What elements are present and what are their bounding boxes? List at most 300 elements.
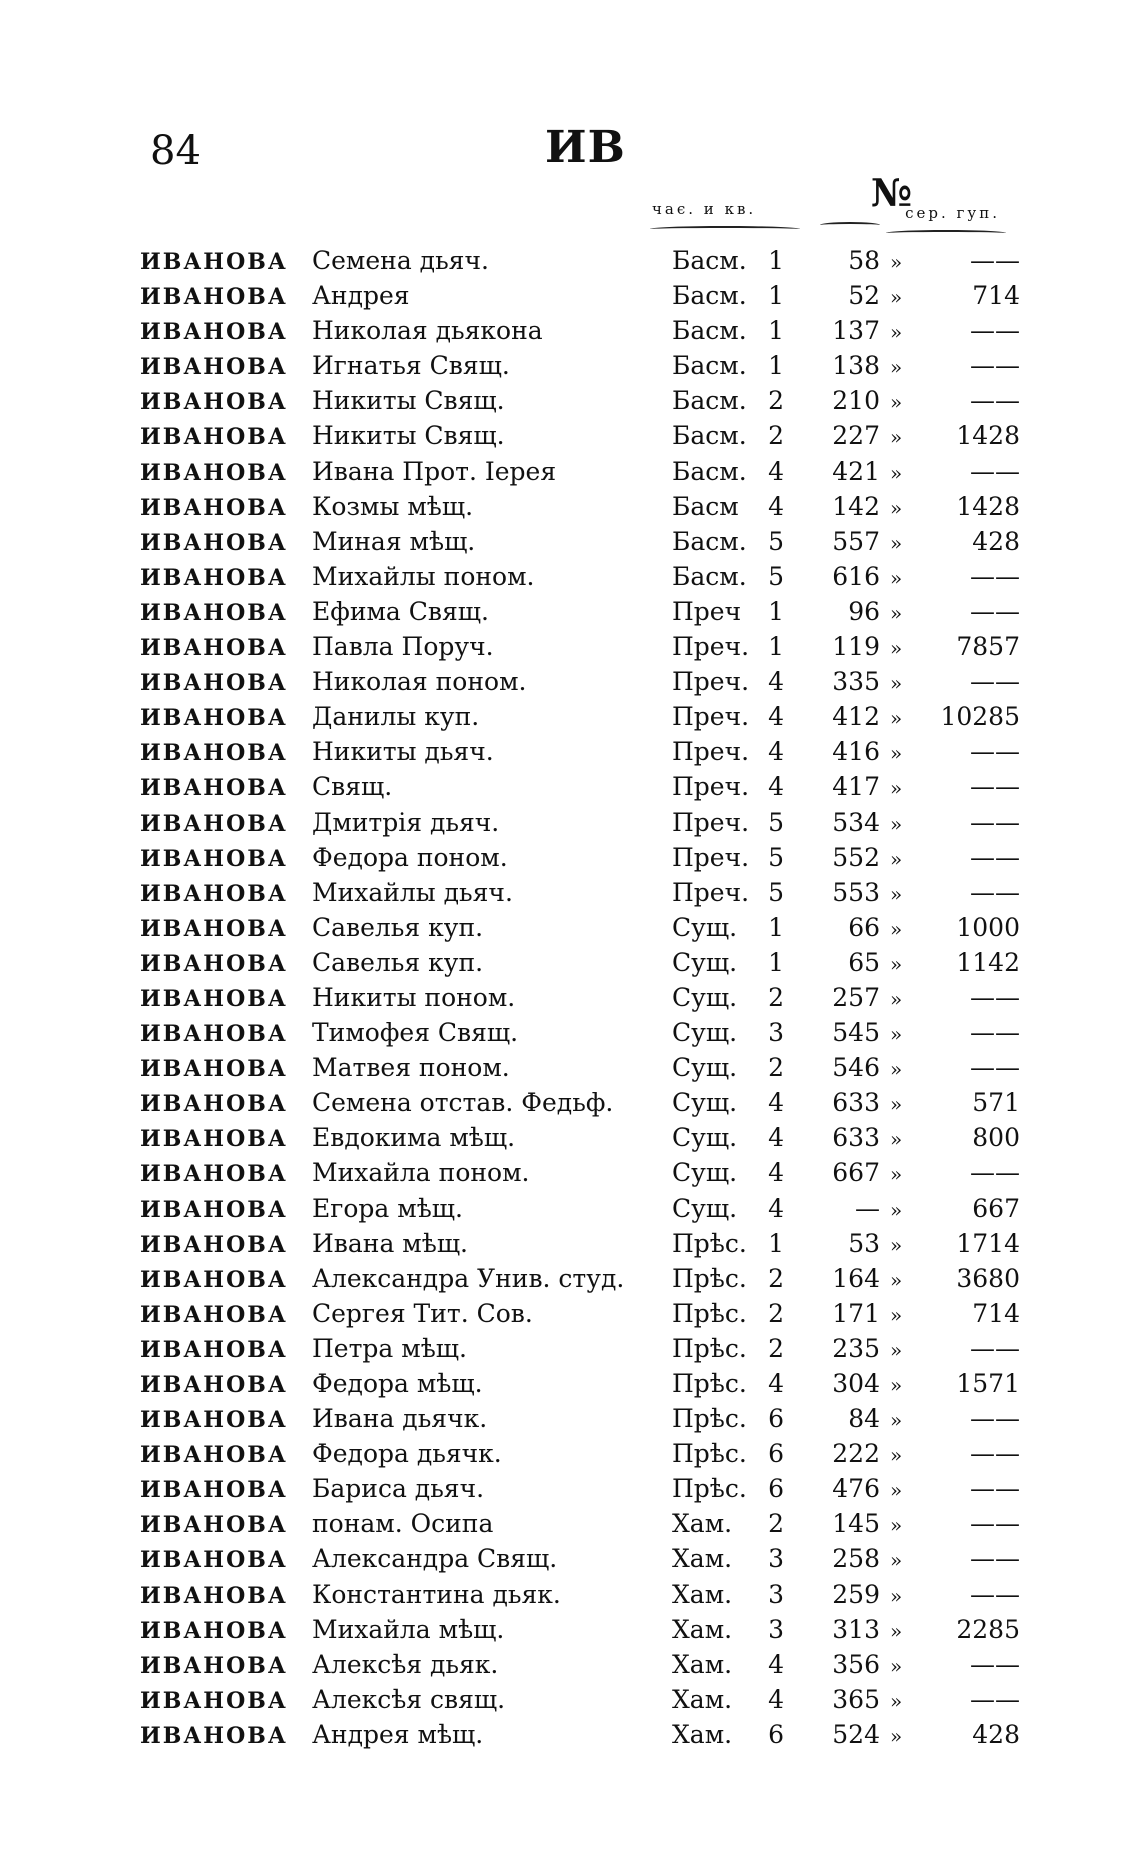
guillemet-mark-icon: » bbox=[890, 1478, 903, 1503]
column-head-rule bbox=[820, 222, 880, 228]
entry-district-number: 4 bbox=[768, 1123, 784, 1153]
entry-district: Прѣс. bbox=[672, 1298, 747, 1328]
entry-row bbox=[140, 595, 1020, 630]
entry-row bbox=[140, 525, 1020, 560]
entry-house-number: 524 bbox=[832, 1719, 880, 1749]
entry-row bbox=[140, 1578, 1020, 1613]
entry-district-number: 1 bbox=[768, 632, 784, 662]
entry-district-number: 4 bbox=[768, 1684, 784, 1714]
entry-name: Никиты Свящ. bbox=[312, 421, 505, 451]
entry-house-number: 304 bbox=[832, 1369, 880, 1398]
entry-row bbox=[140, 419, 1020, 454]
entry-district-number: 4 bbox=[768, 667, 784, 697]
entry-serg-value: 571 bbox=[972, 1088, 1020, 1118]
entry-serg-value: —— bbox=[970, 1333, 1020, 1363]
entry-district-number: 1 bbox=[768, 912, 784, 942]
entry-district-number: 6 bbox=[768, 1474, 784, 1504]
entry-surname: ИВАНОВА bbox=[140, 1091, 288, 1118]
entry-row bbox=[140, 1542, 1020, 1577]
entry-row bbox=[140, 1121, 1020, 1156]
entry-row bbox=[140, 1086, 1020, 1121]
entry-name: Савелья куп. bbox=[312, 912, 484, 942]
entry-row bbox=[140, 490, 1020, 525]
entry-district: Басм. bbox=[672, 316, 747, 346]
entry-serg-value: 714 bbox=[972, 1298, 1020, 1328]
entry-name: Сергея Тит. Сов. bbox=[312, 1298, 533, 1328]
column-head-rule bbox=[886, 230, 1006, 236]
entry-district: Прѣс. bbox=[672, 1474, 747, 1504]
entry-row bbox=[140, 630, 1020, 665]
entry-serg-value: 667 bbox=[972, 1193, 1020, 1223]
entry-name: Ефима Свящ. bbox=[312, 596, 489, 626]
guillemet-mark-icon: » bbox=[890, 530, 903, 555]
entry-serg-value: —— bbox=[970, 1158, 1020, 1188]
entry-name: Петра мѣщ. bbox=[312, 1333, 467, 1363]
entry-district-number: 3 bbox=[768, 1544, 784, 1574]
entry-serg-value: —— bbox=[970, 561, 1020, 591]
entry-row bbox=[140, 876, 1020, 911]
entry-serg-value: 800 bbox=[972, 1123, 1020, 1153]
entry-name: Никиты дьяч. bbox=[312, 737, 494, 767]
entry-district-number: 1 bbox=[768, 596, 784, 626]
entry-surname: ИВАНОВА bbox=[140, 915, 288, 942]
entry-row bbox=[140, 1718, 1020, 1753]
entry-district: Прѣс. bbox=[672, 1404, 747, 1434]
guillemet-mark-icon: » bbox=[890, 846, 903, 871]
entry-house-number: 553 bbox=[832, 877, 880, 907]
entry-district-number: 4 bbox=[768, 1649, 784, 1679]
entry-serg-value: —— bbox=[970, 316, 1020, 346]
guillemet-mark-icon: » bbox=[890, 565, 903, 590]
entry-serg-value: 7857 bbox=[956, 632, 1020, 662]
entry-house-number: 365 bbox=[832, 1684, 880, 1714]
guillemet-mark-icon: » bbox=[890, 320, 903, 345]
entry-district: Преч. bbox=[672, 702, 750, 732]
entry-name: Михайлы поном. bbox=[312, 561, 535, 591]
entry-surname: ИВАНОВА bbox=[140, 319, 288, 346]
entry-surname: ИВАНОВА bbox=[140, 1301, 288, 1328]
entry-house-number: 546 bbox=[832, 1053, 880, 1083]
entry-district-number: 3 bbox=[768, 1018, 784, 1048]
entry-surname: ИВАНОВА bbox=[140, 424, 288, 451]
entry-district-number: 2 bbox=[768, 1333, 784, 1363]
entry-district: Басм. bbox=[672, 246, 747, 275]
entry-district-number: 4 bbox=[768, 1193, 784, 1223]
entry-district-number: 5 bbox=[768, 561, 784, 591]
entry-row bbox=[140, 1437, 1020, 1472]
guillemet-mark-icon: » bbox=[890, 1583, 903, 1608]
entry-district-number: 2 bbox=[768, 421, 784, 451]
guillemet-mark-icon: » bbox=[890, 1092, 903, 1117]
entry-row bbox=[140, 700, 1020, 735]
entry-surname: ИВАНОВА bbox=[140, 1582, 288, 1609]
entry-house-number: 210 bbox=[832, 386, 880, 416]
entry-district-number: 1 bbox=[768, 281, 784, 311]
entry-house-number: 259 bbox=[832, 1579, 880, 1609]
entry-serg-value: 428 bbox=[972, 1719, 1020, 1749]
entry-surname: ИВАНОВА bbox=[140, 354, 288, 381]
guillemet-mark-icon: » bbox=[890, 706, 903, 731]
entry-name: Андрея bbox=[312, 281, 410, 311]
entry-district: Сущ. bbox=[672, 912, 738, 942]
guillemet-mark-icon: » bbox=[890, 1197, 903, 1222]
entry-serg-value: —— bbox=[970, 1053, 1020, 1083]
guillemet-mark-icon: » bbox=[890, 1548, 903, 1573]
entry-district-number: 1 bbox=[768, 351, 784, 381]
guillemet-mark-icon: » bbox=[890, 1337, 903, 1362]
guillemet-mark-icon: » bbox=[890, 1267, 903, 1292]
entry-surname: ИВАНОВА bbox=[140, 775, 288, 802]
guillemet-mark-icon: » bbox=[890, 1513, 903, 1538]
entry-house-number: 335 bbox=[832, 667, 880, 697]
entry-district-number: 1 bbox=[768, 1228, 784, 1258]
entry-district: Хам. bbox=[672, 1649, 733, 1679]
entry-row bbox=[140, 455, 1020, 490]
entry-surname: ИВАНОВА bbox=[140, 459, 288, 486]
guillemet-mark-icon: » bbox=[890, 1688, 903, 1713]
entry-house-number: 171 bbox=[832, 1298, 880, 1328]
guillemet-mark-icon: » bbox=[890, 285, 903, 310]
entry-district: Хам. bbox=[672, 1719, 733, 1749]
entry-district: Преч. bbox=[672, 772, 750, 802]
entry-surname: ИВАНОВА bbox=[140, 1056, 288, 1083]
entry-district-number: 5 bbox=[768, 807, 784, 837]
entry-surname: ИВАНОВА bbox=[140, 1722, 288, 1749]
entry-name: Александра Унив. студ. bbox=[312, 1263, 625, 1293]
entry-surname: ИВАНОВА bbox=[140, 1266, 288, 1293]
entry-row bbox=[140, 1402, 1020, 1437]
entry-row bbox=[140, 1297, 1020, 1332]
entry-serg-value: 1571 bbox=[956, 1369, 1020, 1398]
entry-row bbox=[140, 1683, 1020, 1718]
guillemet-mark-icon: » bbox=[890, 460, 903, 485]
entry-district-number: 2 bbox=[768, 1509, 784, 1539]
entry-row bbox=[140, 806, 1020, 841]
entry-house-number: 257 bbox=[832, 982, 880, 1012]
entry-house-number: 545 bbox=[832, 1018, 880, 1048]
entry-district-number: 2 bbox=[768, 1298, 784, 1328]
entry-row bbox=[140, 770, 1020, 805]
guillemet-mark-icon: » bbox=[890, 425, 903, 450]
guillemet-mark-icon: » bbox=[890, 1723, 903, 1748]
entry-serg-value: 1428 bbox=[956, 491, 1020, 521]
entry-house-number: 52 bbox=[848, 281, 880, 311]
entry-house-number: 138 bbox=[832, 351, 880, 381]
entry-name: Федора дьячк. bbox=[312, 1439, 502, 1469]
entry-serg-value: —— bbox=[970, 386, 1020, 416]
entry-serg-value: 714 bbox=[972, 281, 1020, 311]
guillemet-mark-icon: » bbox=[890, 355, 903, 380]
entry-house-number: 164 bbox=[832, 1263, 880, 1293]
entry-surname: ИВАНОВА bbox=[140, 389, 288, 416]
running-head: ИВ bbox=[545, 122, 626, 173]
entry-row bbox=[140, 1367, 1020, 1402]
entry-house-number: 417 bbox=[832, 772, 880, 802]
entry-serg-value: —— bbox=[970, 1579, 1020, 1609]
entry-row bbox=[140, 349, 1020, 384]
guillemet-mark-icon: » bbox=[890, 390, 903, 415]
entry-name: Тимофея Свящ. bbox=[312, 1018, 519, 1048]
page-number: 84 bbox=[150, 128, 201, 174]
entry-name: Алексѣя дьяк. bbox=[312, 1649, 499, 1679]
guillemet-mark-icon: » bbox=[890, 1162, 903, 1187]
entry-list bbox=[140, 244, 1020, 1753]
entry-serg-value: —— bbox=[970, 877, 1020, 907]
guillemet-mark-icon: » bbox=[890, 1373, 903, 1397]
entry-surname: ИВАНОВА bbox=[140, 1407, 288, 1434]
entry-house-number: 258 bbox=[832, 1544, 880, 1574]
entry-house-number: 145 bbox=[832, 1509, 880, 1539]
entry-surname: ИВАНОВА bbox=[140, 1126, 288, 1153]
guillemet-mark-icon: » bbox=[890, 1232, 903, 1257]
guillemet-mark-icon: » bbox=[890, 250, 903, 274]
entry-house-number: 557 bbox=[832, 526, 880, 556]
entry-surname: ИВАНОВА bbox=[140, 705, 288, 732]
entry-serg-value: —— bbox=[970, 1404, 1020, 1434]
column-head-rule bbox=[650, 226, 800, 232]
entry-surname: ИВАНОВА bbox=[140, 635, 288, 662]
guillemet-mark-icon: » bbox=[890, 776, 903, 801]
entry-house-number: 119 bbox=[832, 632, 880, 662]
entry-district: Прѣс. bbox=[672, 1439, 747, 1469]
guillemet-mark-icon: » bbox=[890, 1302, 903, 1327]
guillemet-mark-icon: » bbox=[890, 1408, 903, 1433]
entry-surname: ИВАНОВА bbox=[140, 1231, 288, 1258]
entry-surname: ИВАНОВА bbox=[140, 810, 288, 837]
entry-row bbox=[140, 735, 1020, 770]
entry-district: Басм bbox=[672, 491, 739, 521]
entry-name: Александра Свящ. bbox=[312, 1544, 558, 1574]
entry-serg-value: —— bbox=[970, 1018, 1020, 1048]
entry-district: Преч. bbox=[672, 737, 750, 767]
entry-row bbox=[140, 560, 1020, 595]
entry-row bbox=[140, 1507, 1020, 1542]
guillemet-mark-icon: » bbox=[890, 986, 903, 1011]
guillemet-mark-icon: » bbox=[890, 1022, 903, 1047]
entry-serg-value: 1428 bbox=[956, 421, 1020, 451]
entry-name: Семена отстав. Федьф. bbox=[312, 1088, 614, 1118]
entry-serg-value: 3680 bbox=[956, 1263, 1020, 1293]
entry-serg-value: —— bbox=[970, 1439, 1020, 1469]
entry-row bbox=[140, 1613, 1020, 1648]
entry-district: Сущ. bbox=[672, 1123, 738, 1153]
entry-house-number: 227 bbox=[832, 421, 880, 451]
entry-surname: ИВАНОВА bbox=[140, 670, 288, 697]
entry-surname: ИВАНОВА bbox=[140, 1372, 288, 1398]
entry-house-number: — bbox=[855, 1193, 880, 1223]
entry-serg-value: —— bbox=[970, 1474, 1020, 1504]
entry-house-number: 416 bbox=[832, 737, 880, 767]
entry-district-number: 4 bbox=[768, 772, 784, 802]
entry-name: Миная мѣщ. bbox=[312, 526, 476, 556]
entry-district: Прѣс. bbox=[672, 1228, 747, 1258]
entry-district: Басм. bbox=[672, 421, 747, 451]
entry-name: Михайлы дьяч. bbox=[312, 877, 513, 907]
entry-row bbox=[140, 946, 1020, 981]
entry-district-number: 6 bbox=[768, 1439, 784, 1469]
entry-district-number: 6 bbox=[768, 1719, 784, 1749]
entry-surname: ИВАНОВА bbox=[140, 1021, 288, 1048]
entry-district-number: 5 bbox=[768, 842, 784, 872]
entry-district: Басм. bbox=[672, 281, 747, 311]
entry-row bbox=[140, 279, 1020, 314]
entry-district-number: 1 bbox=[768, 316, 784, 346]
entry-district-number: 4 bbox=[768, 702, 784, 732]
entry-district: Сущ. bbox=[672, 982, 738, 1012]
column-head-number: № bbox=[870, 170, 912, 215]
entry-row bbox=[140, 1192, 1020, 1227]
entry-district: Преч. bbox=[672, 842, 750, 872]
entry-house-number: 53 bbox=[848, 1228, 880, 1258]
entry-row bbox=[140, 665, 1020, 700]
entry-district: Сущ. bbox=[672, 1158, 738, 1188]
entry-house-number: 421 bbox=[832, 456, 880, 486]
entry-surname: ИВАНОВА bbox=[140, 494, 288, 521]
entry-surname: ИВАНОВА bbox=[140, 985, 288, 1012]
entry-house-number: 84 bbox=[848, 1404, 880, 1434]
entry-name: Федора мѣщ. bbox=[312, 1369, 483, 1398]
entry-surname: ИВАНОВА bbox=[140, 529, 288, 556]
entry-district-number: 4 bbox=[768, 491, 784, 521]
entry-surname: ИВАНОВА bbox=[140, 284, 288, 311]
entry-district-number: 2 bbox=[768, 1053, 784, 1083]
guillemet-mark-icon: » bbox=[890, 671, 903, 696]
entry-name: Михайла поном. bbox=[312, 1158, 530, 1188]
entry-row bbox=[140, 384, 1020, 419]
guillemet-mark-icon: » bbox=[890, 600, 903, 625]
entry-district: Басм. bbox=[672, 561, 747, 591]
guillemet-mark-icon: » bbox=[890, 1057, 903, 1082]
entry-name: Бариса дьяч. bbox=[312, 1474, 485, 1504]
entry-district: Сущ. bbox=[672, 1088, 738, 1118]
entry-serg-value: —— bbox=[970, 842, 1020, 872]
entry-district: Басм. bbox=[672, 456, 747, 486]
entry-serg-value: 2285 bbox=[956, 1614, 1020, 1644]
entry-district: Басм. bbox=[672, 526, 747, 556]
entry-house-number: 633 bbox=[832, 1123, 880, 1153]
entry-name: Дмитрія дьяч. bbox=[312, 807, 500, 837]
entry-name: Ивана Прот. Iерея bbox=[312, 456, 557, 486]
guillemet-mark-icon: » bbox=[890, 1443, 903, 1468]
entry-name: Савелья куп. bbox=[312, 947, 484, 977]
entry-serg-value: —— bbox=[970, 1544, 1020, 1574]
entry-house-number: 96 bbox=[848, 596, 880, 626]
entry-name: Егора мѣщ. bbox=[312, 1193, 463, 1223]
entry-district-number: 4 bbox=[768, 1158, 784, 1188]
entry-name: Константина дьяк. bbox=[312, 1579, 561, 1609]
entry-serg-value: 10285 bbox=[940, 702, 1020, 732]
entry-house-number: 552 bbox=[832, 842, 880, 872]
entry-name: Павла Поруч. bbox=[312, 632, 494, 662]
entry-surname: ИВАНОВА bbox=[140, 1617, 288, 1644]
entry-surname: ИВАНОВА bbox=[140, 740, 288, 767]
entry-name: Никиты Свящ. bbox=[312, 386, 505, 416]
entry-name: Матвея поном. bbox=[312, 1053, 510, 1083]
entry-house-number: 222 bbox=[832, 1439, 880, 1469]
entry-serg-value: —— bbox=[970, 737, 1020, 767]
entry-surname: ИВАНОВА bbox=[140, 1196, 288, 1223]
entry-surname: ИВАНОВА bbox=[140, 845, 288, 872]
entry-serg-value: —— bbox=[970, 1649, 1020, 1679]
entry-house-number: 667 bbox=[832, 1158, 880, 1188]
entry-district: Сущ. bbox=[672, 1193, 738, 1223]
entry-row bbox=[140, 1648, 1020, 1683]
entry-name: Данилы куп. bbox=[312, 702, 480, 732]
entry-serg-value: —— bbox=[970, 456, 1020, 486]
entry-serg-value: —— bbox=[970, 772, 1020, 802]
entry-house-number: 616 bbox=[832, 561, 880, 591]
guillemet-mark-icon: » bbox=[890, 881, 903, 906]
entry-name: Семена дьяч. bbox=[312, 246, 489, 275]
entry-district: Хам. bbox=[672, 1509, 733, 1539]
entry-serg-value: —— bbox=[970, 807, 1020, 837]
entry-serg-value: —— bbox=[970, 1509, 1020, 1539]
entry-district-number: 3 bbox=[768, 1579, 784, 1609]
entry-name: Никиты поном. bbox=[312, 982, 516, 1012]
guillemet-mark-icon: » bbox=[890, 1653, 903, 1678]
entry-name: Ивана мѣщ. bbox=[312, 1228, 469, 1258]
entry-house-number: 65 bbox=[848, 947, 880, 977]
entry-surname: ИВАНОВА bbox=[140, 599, 288, 626]
entry-district: Преч bbox=[672, 596, 742, 626]
entry-surname: ИВАНОВА bbox=[140, 880, 288, 907]
entry-district: Сущ. bbox=[672, 1018, 738, 1048]
entry-name: Николая поном. bbox=[312, 667, 527, 697]
entry-name: Ивана дьячк. bbox=[312, 1404, 488, 1434]
entry-name: понам. Осипа bbox=[312, 1509, 494, 1539]
entry-district-number: 1 bbox=[768, 947, 784, 977]
guillemet-mark-icon: » bbox=[890, 741, 903, 766]
entry-surname: ИВАНОВА bbox=[140, 1336, 288, 1363]
entry-district: Хам. bbox=[672, 1684, 733, 1714]
entry-serg-value: —— bbox=[970, 351, 1020, 381]
entry-district-number: 4 bbox=[768, 456, 784, 486]
entry-district: Хам. bbox=[672, 1579, 733, 1609]
entry-district: Преч. bbox=[672, 877, 750, 907]
entry-house-number: 412 bbox=[832, 702, 880, 732]
guillemet-mark-icon: » bbox=[890, 636, 903, 661]
entry-name: Алексѣя свящ. bbox=[312, 1684, 506, 1714]
entry-surname: ИВАНОВА bbox=[140, 1442, 288, 1469]
entry-district-number: 2 bbox=[768, 386, 784, 416]
entry-district: Хам. bbox=[672, 1614, 733, 1644]
entry-house-number: 313 bbox=[832, 1614, 880, 1644]
entry-district-number: 5 bbox=[768, 526, 784, 556]
entry-row bbox=[140, 314, 1020, 349]
entry-serg-value: 1142 bbox=[956, 947, 1020, 977]
entry-district: Прѣс. bbox=[672, 1369, 747, 1398]
entry-name: Андрея мѣщ. bbox=[312, 1719, 484, 1749]
column-head-serg: сер. гуп. bbox=[905, 204, 1000, 222]
entry-name: Федора поном. bbox=[312, 842, 508, 872]
entry-district: Сущ. bbox=[672, 1053, 738, 1083]
entry-row bbox=[140, 1472, 1020, 1507]
entry-district: Прѣс. bbox=[672, 1333, 747, 1363]
entry-district: Прѣс. bbox=[672, 1263, 747, 1293]
entry-house-number: 58 bbox=[848, 246, 880, 275]
entry-serg-value: 1714 bbox=[956, 1228, 1020, 1258]
entry-district: Преч. bbox=[672, 667, 750, 697]
entry-row bbox=[140, 1156, 1020, 1191]
entry-serg-value: —— bbox=[970, 982, 1020, 1012]
entry-house-number: 137 bbox=[832, 316, 880, 346]
entry-serg-value: —— bbox=[970, 667, 1020, 697]
entry-house-number: 142 bbox=[832, 491, 880, 521]
entry-district-number: 2 bbox=[768, 1263, 784, 1293]
entry-surname: ИВАНОВА bbox=[140, 950, 288, 977]
entry-serg-value: —— bbox=[970, 246, 1020, 275]
entry-row bbox=[140, 1051, 1020, 1086]
